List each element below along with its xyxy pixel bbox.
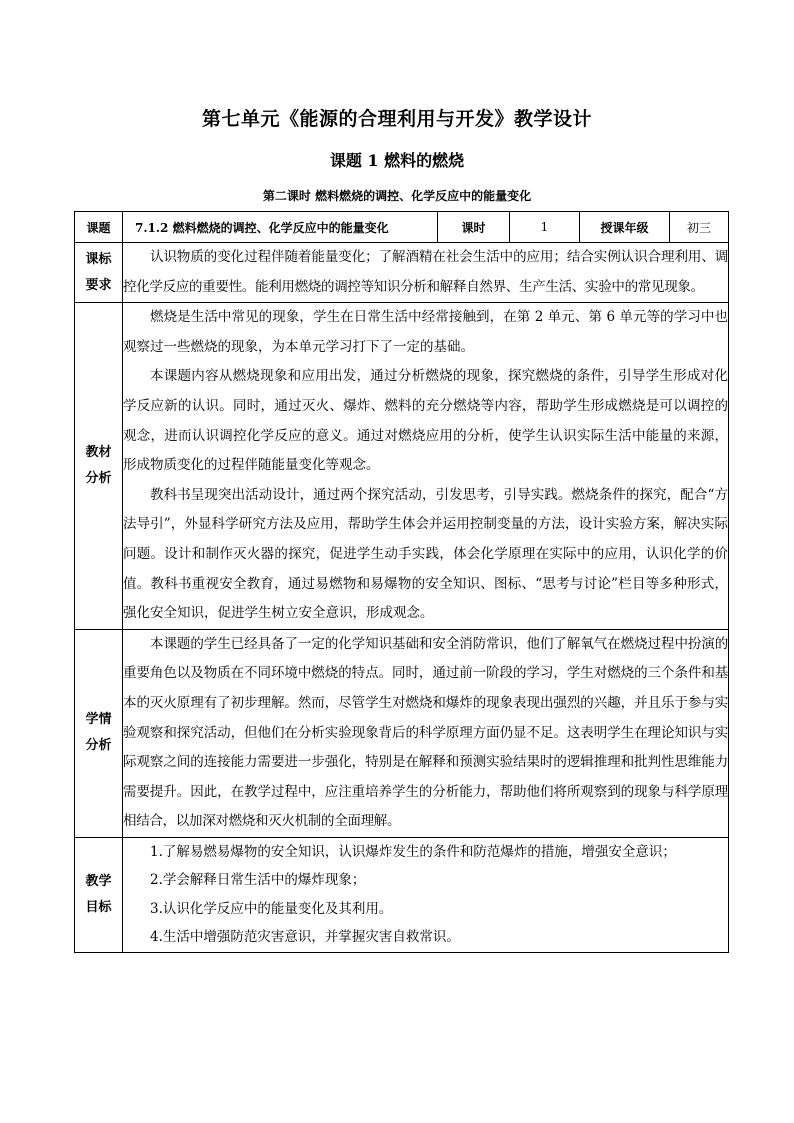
- students-label: 学情 分析: [75, 629, 123, 837]
- curriculum-content: [123, 243, 729, 303]
- students-paragraph: 本课题的学生已经具备了一定的化学知识基础和安全消防常识，他们了解氧气在燃烧过程中扮演的重要角色以及物质在不同环境中燃烧的特点。同时，通过前一阶段的学习，学生对燃烧的三个条件和基本的灭火原理有了初步理解。然而，尽管学生对燃烧和爆炸的现象表现出强烈的兴趣，并且乐于参与实验观察和探究活动，但他们在分析实验现象背后的科学原理方面仍显不足。这表明学生在理论知识与实际观察之间的连接能力需要进一步强化，特别是在解释和预测实验结果时的逻辑推理和批判性思维能力需要提升。因此，在教学过程中，应注重培养学生的分析能力，帮助他们将所观察到的现象与科学原理相结合，以加深对燃烧和灭火机制的全面理解。: [123, 635, 728, 830]
- textbook-paragraph: 燃烧是生活中常见的现象，学生在日常生活中经常接触到，在第 2 单元、第 6 单元等的学习中也观察过一些燃烧的现象，为本单元学习打下了一定的基础。: [123, 309, 728, 355]
- period-value: 1: [510, 212, 580, 243]
- goal-item: 3.认识化学反应中的能量变化及其利用。: [150, 900, 393, 917]
- topic-label: 课题: [75, 212, 123, 243]
- curriculum-label: 课标 要求: [75, 243, 123, 303]
- grade-value: 初三: [670, 212, 729, 243]
- goal-item: 2.学会解释日常生活中的爆炸现象；: [150, 872, 366, 889]
- grade-label: 授课年级: [580, 212, 670, 243]
- students-row: [75, 629, 729, 837]
- textbook-row: [75, 303, 729, 630]
- textbook-paragraph: 教科书呈现突出活动设计，通过两个探究活动，引发思考，引导实践。燃烧条件的探究，配合“方法导引”，外显科学研究方法及应用，帮助学生体会并运用控制变量的方法，设计实验方案，解决实际问题。设计和制作灭火器的探究，促进学生动手实践，体会化学原理在实际中的应用，认识化学的价值。教科书重视安全教育，通过易燃物和易爆物的安全知识、图标、“思考与讨论”栏目等多种形式，强化安全知识，促进学生树立安全意识，形成观念。: [123, 486, 728, 622]
- header-row: [75, 212, 729, 243]
- goal-item: 4.生活中增强防范灾害意识，并掌握灾害自救常识。: [150, 929, 460, 946]
- goals-row: [75, 837, 729, 952]
- teaching-plan-table: [74, 211, 729, 953]
- goals-content: [123, 837, 729, 952]
- curriculum-row: [75, 243, 729, 303]
- lesson-period-subtitle: 第二课时 燃料燃烧的调控、化学反应中的能量变化: [262, 189, 532, 203]
- goal-item: 1.了解易燃易爆物的安全知识，认识爆炸发生的条件和防范爆炸的措施，增强安全意识；: [150, 843, 676, 860]
- textbook-content: [123, 303, 729, 630]
- curriculum-paragraph: 认识物质的变化过程伴随着能量变化；了解酒精在社会生活中的应用；结合实例认识合理利用、调控化学反应的重要性。能利用燃烧的调控等知识分析和解释自然界、生产生活、实验中的常见现象。: [123, 249, 728, 295]
- topic-value: 7.1.2 燃料燃烧的调控、化学反应中的能量变化: [123, 212, 438, 243]
- textbook-paragraph: 本课题内容从燃烧现象和应用出发，通过分析燃烧的现象，探究燃烧的条件，引导学生形成对化学反应新的认识。同时，通过灭火、爆炸、燃料的充分燃烧等内容，帮助学生形成燃烧是可以调控的观念，进而认识调控化学反应的意义。通过对燃烧应用的分析，使学生认识实际生活中能量的来源，形成物质变化的过程伴随能量变化等观念。: [123, 368, 728, 474]
- students-content: [123, 629, 729, 837]
- lesson-topic-title: 课题 1 燃料的燃烧: [329, 151, 465, 170]
- period-label: 课时: [438, 212, 510, 243]
- textbook-label: 教材 分析: [75, 303, 123, 630]
- goals-label: 教学 目标: [75, 837, 123, 952]
- document-title: 第七单元《能源的合理利用与开发》教学设计: [201, 108, 592, 130]
